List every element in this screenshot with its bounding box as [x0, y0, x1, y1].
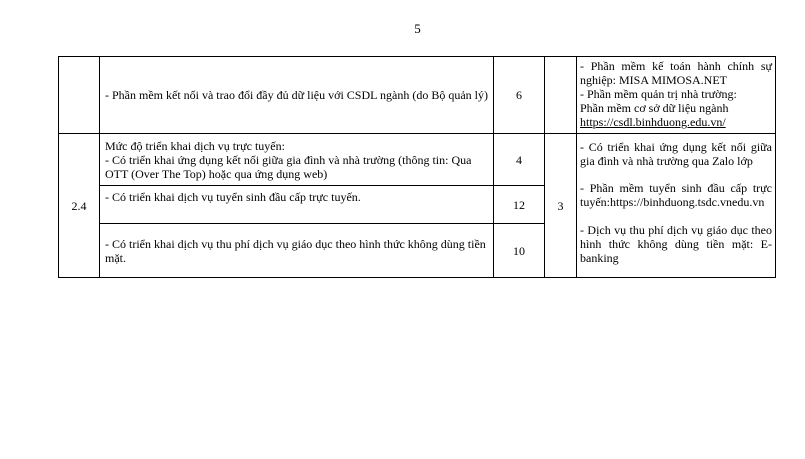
note-line: - Dịch vụ thu phí dịch vụ giáo dục theo hình thức không dùng tiền mặt: E-banking — [580, 223, 772, 265]
index-cell — [59, 134, 100, 278]
item-count: 4 — [516, 152, 522, 167]
item-count: 10 — [513, 243, 525, 258]
total-cell — [545, 134, 577, 278]
note-line: - Phần mềm tuyển sinh đầu cấp trực tuyến:https://binhduong.tsdc.vnedu.vn — [580, 181, 772, 209]
item-description: - Có triển khai ứng dụng kết nối giữa gia đình và nhà trường (thông tin: Qua OTT (Over The Top) hoặc qua ứng dụng web) — [105, 153, 472, 181]
item-description: - Có triển khai dịch vụ tuyển sinh đầu cấp trực tuyến. — [105, 190, 361, 204]
count-cell — [494, 186, 545, 224]
section-index: 2.4 — [71, 198, 87, 213]
report-table — [58, 56, 776, 278]
note-line: - Có triển khai ứng dụng kết nối giữa gia đình và nhà trường qua Zalo lớp — [580, 140, 772, 168]
section-heading: Mức độ triển khai dịch vụ trực tuyến: — [105, 139, 285, 153]
description-cell — [100, 134, 494, 186]
count-cell — [494, 134, 545, 186]
item-description: - Có triển khai dịch vụ thu phí dịch vụ giáo dục theo hình thức không dùng tiền mặt. — [105, 236, 486, 265]
page-number: 5 — [414, 21, 421, 36]
row-description: - Phần mềm kết nối và trao đổi đầy đủ dữ liệu với CSDL ngành (do Bộ quản lý) — [105, 88, 489, 102]
index-cell — [59, 57, 100, 134]
total-cell — [545, 57, 577, 134]
table-row — [59, 134, 776, 186]
count-cell — [494, 224, 545, 278]
table-row — [59, 57, 776, 134]
note-line: Phần mềm cơ sở dữ liệu ngành — [580, 101, 729, 115]
note-line: - Phần mềm quản trị nhà trường: — [580, 87, 737, 101]
count-cell — [494, 57, 545, 134]
section-total: 3 — [557, 198, 564, 213]
description-cell — [100, 224, 494, 278]
row-count: 6 — [516, 88, 522, 102]
description-cell — [100, 186, 494, 224]
description-cell — [100, 57, 494, 134]
item-count: 12 — [513, 197, 525, 212]
csdl-link[interactable]: https://csdl.binhduong.edu.vn/ — [580, 115, 726, 129]
notes-cell — [577, 57, 776, 134]
note-line: - Phần mềm kế toán hành chính sự nghiệp: MISA MIMOSA.NET — [580, 59, 772, 87]
notes-cell — [577, 134, 776, 278]
